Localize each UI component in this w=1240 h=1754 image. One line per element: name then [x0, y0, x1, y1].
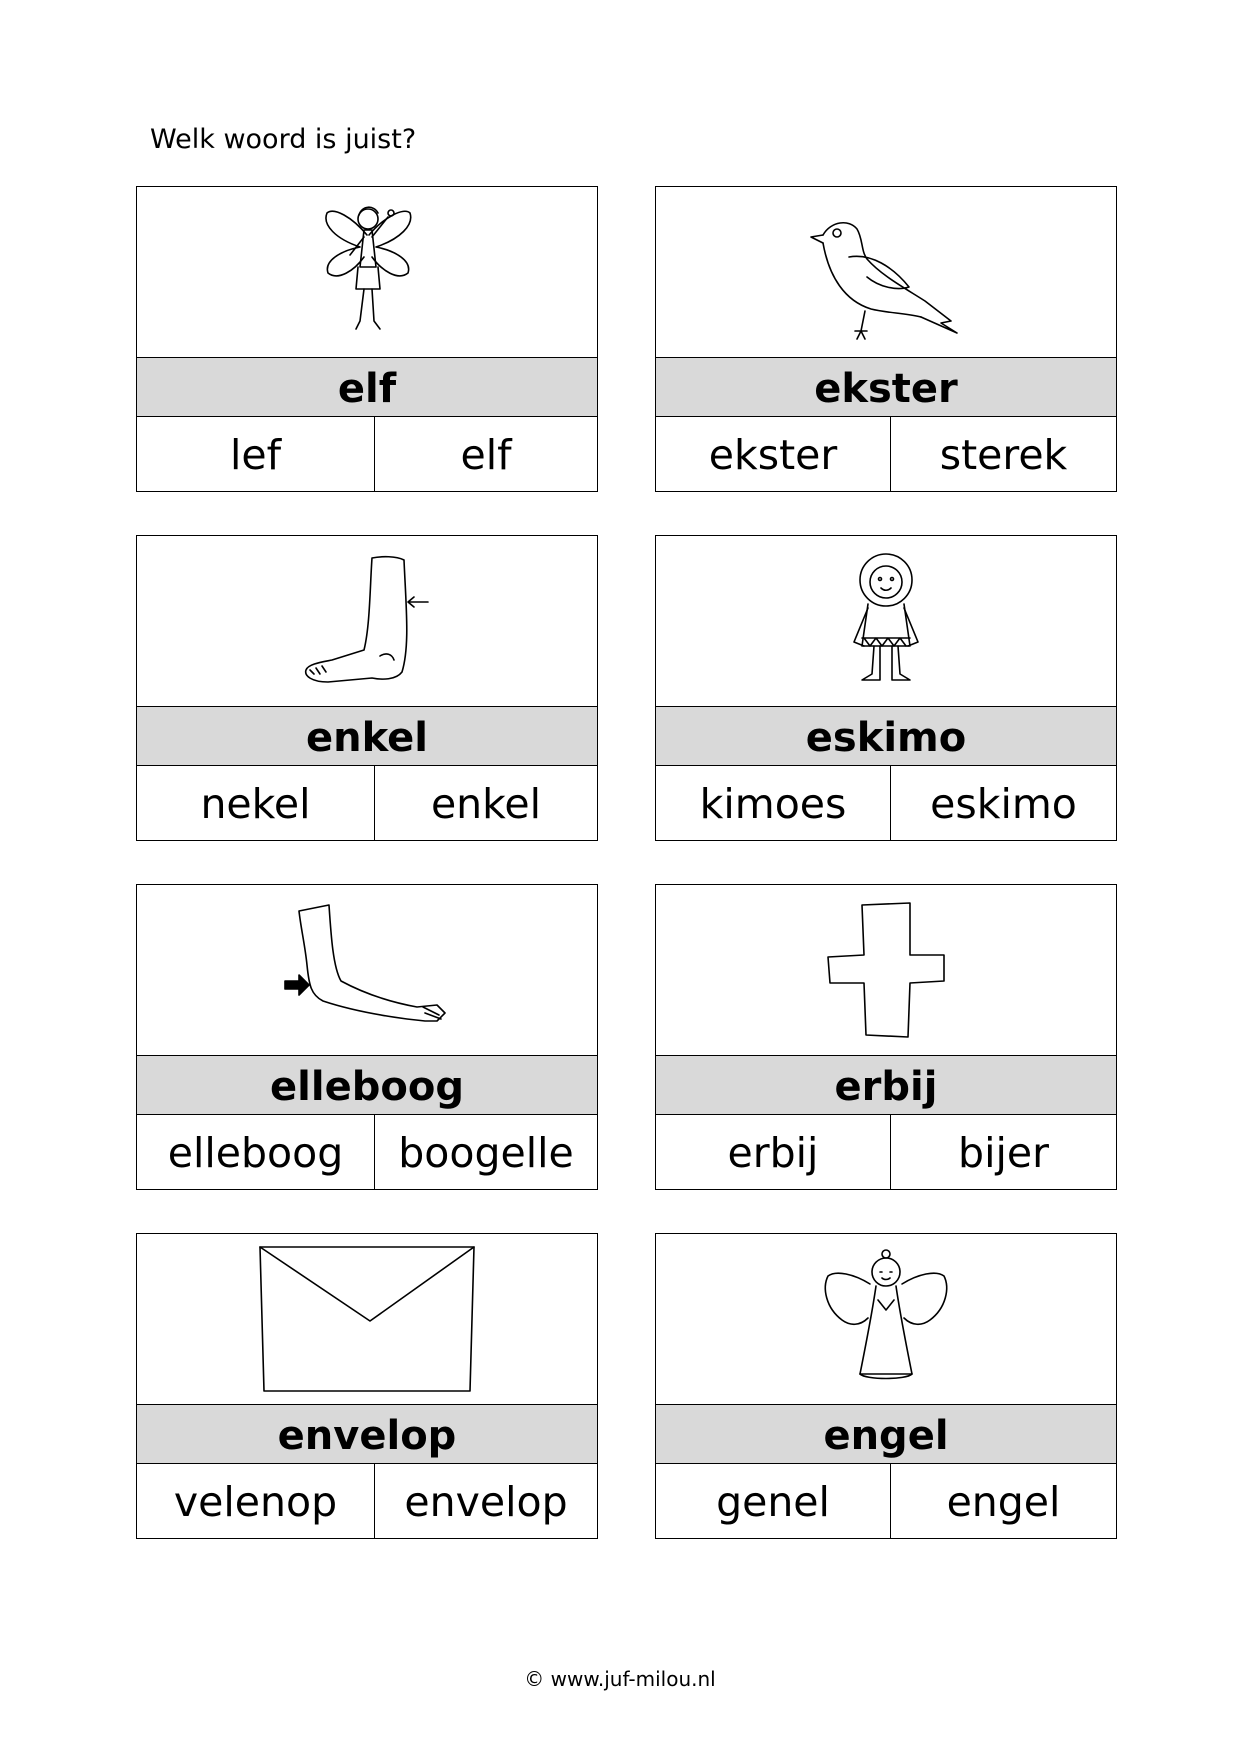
- target-word: enkel: [137, 706, 597, 766]
- option-right[interactable]: envelop: [374, 1464, 597, 1538]
- word-card-erbij: [655, 884, 1117, 1190]
- option-right[interactable]: enkel: [374, 766, 597, 840]
- ankle-picture: [137, 536, 597, 706]
- elbow-picture: [137, 885, 597, 1055]
- option-right[interactable]: eskimo: [890, 766, 1116, 840]
- word-card-eskimo: [655, 535, 1117, 841]
- word-card-envelop: [136, 1233, 598, 1539]
- answer-options: [656, 766, 1116, 840]
- answer-options: [656, 1115, 1116, 1189]
- option-left[interactable]: kimoes: [699, 780, 847, 828]
- answer-options: [137, 1464, 597, 1538]
- option-left[interactable]: elleboog: [167, 1129, 344, 1177]
- angel-picture: [656, 1234, 1116, 1404]
- option-left[interactable]: velenop: [173, 1478, 338, 1526]
- answer-options: [656, 417, 1116, 491]
- copyright-footer: © www.juf-milou.nl: [524, 1667, 716, 1691]
- magpie-picture: [656, 187, 1116, 357]
- answer-options: [656, 1464, 1116, 1538]
- word-card-enkel: [136, 535, 598, 841]
- option-right[interactable]: bijer: [890, 1115, 1116, 1189]
- option-left[interactable]: lef: [229, 431, 282, 479]
- target-word: elf: [137, 357, 597, 417]
- option-right[interactable]: boogelle: [374, 1115, 597, 1189]
- option-left[interactable]: erbij: [727, 1129, 819, 1177]
- option-left[interactable]: genel: [716, 1478, 830, 1526]
- word-card-elleboog: [136, 884, 598, 1190]
- answer-options: [137, 417, 597, 491]
- answer-options: [137, 766, 597, 840]
- envelope-picture: [137, 1234, 597, 1404]
- option-left[interactable]: nekel: [200, 780, 311, 828]
- option-left[interactable]: ekster: [708, 431, 838, 479]
- option-right[interactable]: sterek: [890, 417, 1116, 491]
- instruction-text: Welk woord is juist?: [150, 124, 417, 155]
- word-card-elf: [136, 186, 598, 492]
- word-card-engel: [655, 1233, 1117, 1539]
- option-right[interactable]: elf: [374, 417, 597, 491]
- target-word: elleboog: [137, 1055, 597, 1115]
- eskimo-picture: [656, 536, 1116, 706]
- target-word: erbij: [656, 1055, 1116, 1115]
- fairy-picture: [137, 187, 597, 357]
- word-card-ekster: [655, 186, 1117, 492]
- target-word: envelop: [137, 1404, 597, 1464]
- target-word: ekster: [656, 357, 1116, 417]
- target-word: engel: [656, 1404, 1116, 1464]
- answer-options: [137, 1115, 597, 1189]
- target-word: eskimo: [656, 706, 1116, 766]
- plus-sign-picture: [656, 885, 1116, 1055]
- option-right[interactable]: engel: [890, 1464, 1116, 1538]
